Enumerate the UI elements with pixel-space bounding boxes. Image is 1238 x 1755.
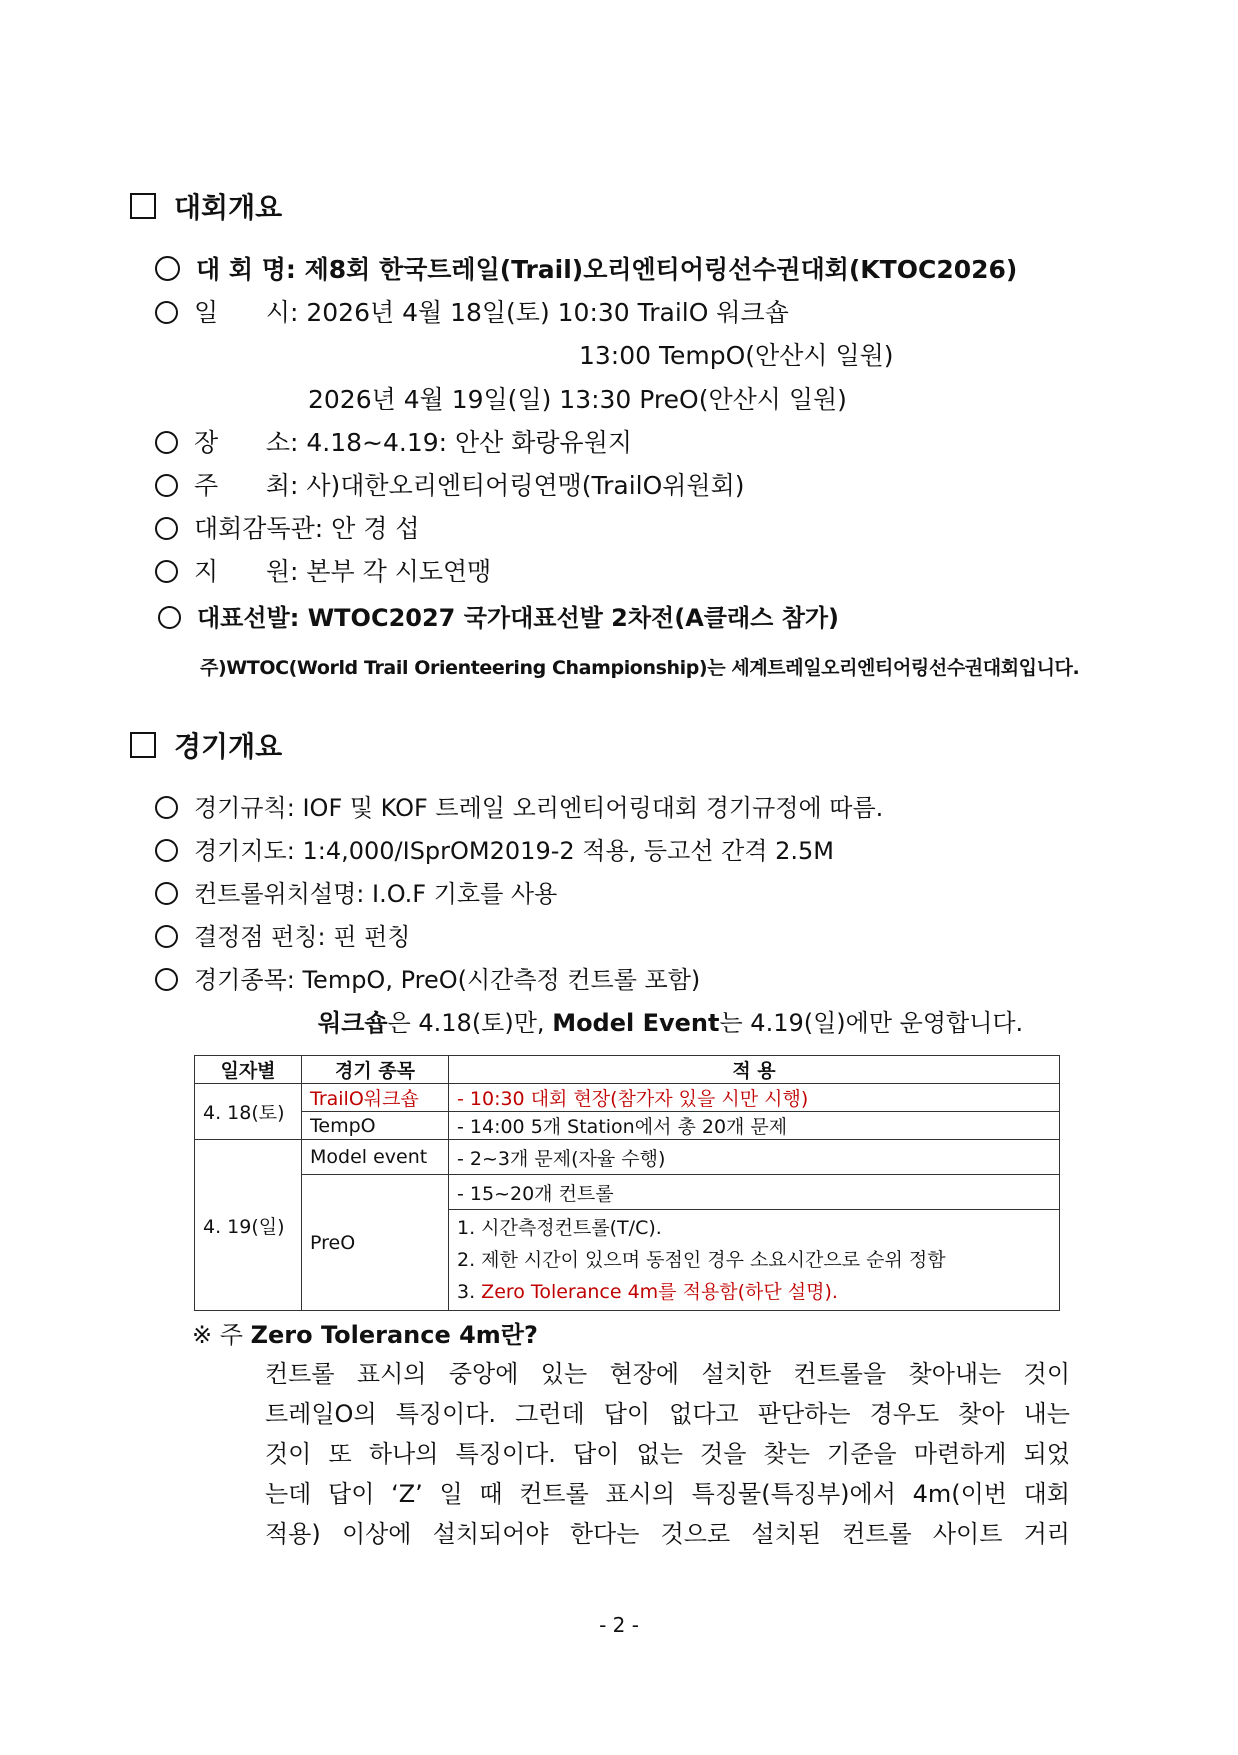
page-number: - 2 - [599, 1613, 639, 1637]
header-date: 일자별 [195, 1056, 302, 1084]
desc-cell-multi: 1. 시간측정컨트롤(T/C). 2. 제한 시간이 있으며 동점인 경우 소요시간으로 순위 정함 3. Zero Tolerance 4m를 적용함(하단 설명). [449, 1210, 1060, 1311]
zero-line-4: 는데 답이 ‘Z’ 일 때 컨트롤 표시의 특징물(특징부)에서 4m(이번 대회 [265, 1480, 1070, 1508]
rules-line: 경기규칙: IOF 및 KOF 트레일 오리엔티어링대회 경기규정에 따름. [155, 788, 883, 823]
header-apply: 적 용 [449, 1056, 1060, 1084]
event-cell: PreO [302, 1175, 449, 1311]
table-row [195, 1140, 1060, 1175]
desc-cell: - 14:00 5개 Station에서 총 20개 문제 [449, 1112, 1060, 1140]
place-line: 장 소: 4.18~4.19: 안산 화랑유원지 [155, 423, 632, 459]
circle-bullet-icon [155, 925, 178, 948]
workshop-note: 워크숍은 4.18(토)만, Model Event는 4.19(일)에만 운영합니다. [318, 1009, 1024, 1037]
circle-bullet-icon [155, 431, 178, 454]
date-line: 일 시: 2026년 4월 18일(토) 10:30 TrailO 워크숍 [155, 293, 789, 329]
schedule-table [194, 1055, 1060, 1311]
zero-line-5: 적용) 이상에 설치되어야 한다는 것으로 설치된 컨트롤 사이트 거리 [265, 1520, 1070, 1548]
circle-bullet-icon [155, 839, 178, 862]
desc-cell: - 10:30 대회 현장(참가자 있을 시만 시행) [449, 1084, 1060, 1112]
circle-bullet-icon [155, 517, 178, 540]
event-cell: TempO [302, 1112, 449, 1140]
map-line: 경기지도: 1:4,000/ISprOM2019-2 적용, 등고선 간격 2.5M [155, 831, 834, 866]
events-line: 경기종목: TempO, PreO(시간측정 컨트롤 포함) [155, 960, 700, 995]
circle-bullet-icon [155, 474, 178, 497]
support-line: 지 원: 본부 각 시도연맹 [155, 552, 491, 588]
checkbox-square-icon [130, 732, 156, 758]
circle-bullet-icon [155, 256, 180, 281]
host-line: 주 최: 사)대한오리엔티어링연맹(TrailO위원회) [155, 466, 745, 502]
circle-bullet-icon [158, 606, 181, 629]
punch-line: 결정점 펀칭: 핀 펀칭 [155, 917, 410, 952]
date-line-2: 13:00 TempO(안산시 일원) [579, 341, 894, 370]
selection-line: 대표선발: WTOC2027 국가대표선발 2차전(A클래스 참가) [158, 598, 839, 633]
section1-heading: 대회개요 [130, 186, 282, 226]
zero-line-2: 트레일O의 특징이다. 그런데 답이 없다고 판단하는 경우도 찾아 내는 [265, 1400, 1070, 1428]
table-row [195, 1112, 1060, 1140]
supervisor-line: 대회감독관: 안 경 섭 [155, 509, 420, 545]
circle-bullet-icon [155, 301, 178, 324]
table-row [195, 1084, 1060, 1112]
circle-bullet-icon [155, 968, 178, 991]
control-desc-line: 컨트롤위치설명: I.O.F 기호를 사용 [155, 874, 557, 909]
day-cell: 4. 19(일) [195, 1140, 302, 1311]
zero-line-3: 것이 또 하나의 특징이다. 답이 없는 것을 찾는 기준을 마련하게 되었 [265, 1440, 1070, 1468]
zero-line-1: 컨트롤 표시의 중앙에 있는 현장에 설치한 컨트롤을 찾아내는 것이 [265, 1360, 1070, 1388]
table-header-row [195, 1056, 1060, 1084]
circle-bullet-icon [155, 560, 178, 583]
section2-heading: 경기개요 [130, 725, 282, 765]
zero-tolerance-heading: ※ 주 Zero Tolerance 4m란? [192, 1321, 538, 1349]
checkbox-square-icon [130, 193, 156, 219]
desc-cell: - 2~3개 문제(자율 수행) [449, 1140, 1060, 1175]
circle-bullet-icon [155, 796, 178, 819]
event-name-line: 대 회 명: 제8회 한국트레일(Trail)오리엔티어링선수권대회(KTOC2026) [155, 250, 1017, 286]
event-cell: TrailO워크숍 [302, 1084, 449, 1112]
date-line-3: 2026년 4월 19일(일) 13:30 PreO(안산시 일원) [308, 385, 847, 414]
header-event: 경기 종목 [302, 1056, 449, 1084]
desc-cell: - 15~20개 컨트롤 [449, 1175, 1060, 1210]
circle-bullet-icon [155, 882, 178, 905]
day-cell: 4. 18(토) [195, 1084, 302, 1140]
wtoc-note: 주)WTOC(World Trail Orienteering Championship)는 세계트레일오리엔티어링선수권대회입니다. [200, 657, 1080, 679]
event-cell: Model event [302, 1140, 449, 1175]
table-row [195, 1175, 1060, 1210]
